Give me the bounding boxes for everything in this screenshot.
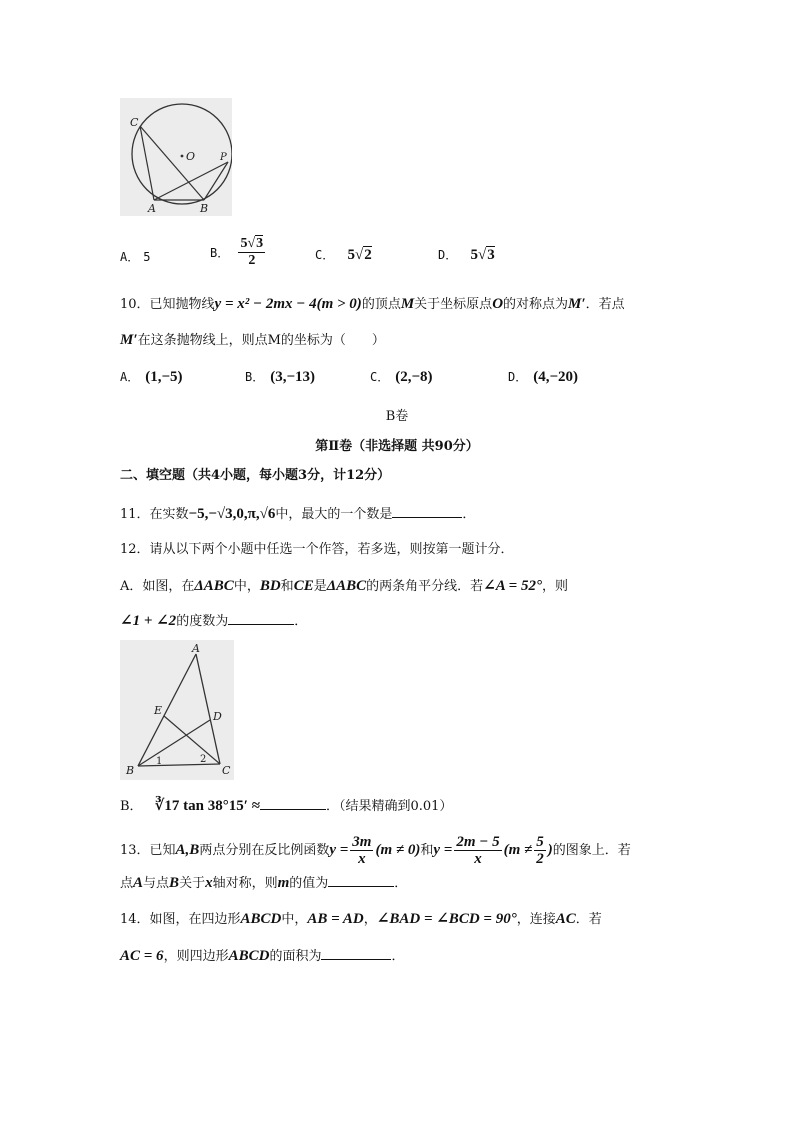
q9-option-d: D． 5√3 (438, 247, 495, 263)
triangle-diagram (120, 640, 234, 780)
section-b-heading: B卷 (385, 409, 409, 424)
q10-option-c: C． (2,−8) (370, 369, 433, 385)
q10-line1: 10．已知抛物线y = x² − 2mx − 4(m > 0)的顶点M关于坐标原点O的对称点为M′．若点 (120, 296, 625, 312)
q9-option-c: C． 5√2 (315, 247, 372, 263)
q13-answer-blank[interactable] (328, 872, 394, 887)
q14-answer-blank[interactable] (321, 945, 391, 960)
label-p: P (220, 152, 227, 163)
q10-option-b: B． (3,−13) (245, 369, 316, 385)
q11: 11．在实数−5,−√3,0,π,√6中，最大的一个数是 ． (120, 503, 475, 525)
tri-label-b: B (126, 764, 135, 777)
part2-heading: 二、填空题（共4小题，每小题3分，计12分） (120, 468, 391, 483)
q14-line1: 14．如图，在四边形ABCD中，AB = AD，∠BAD = ∠BCD = 90°，连接AC．若 (120, 911, 602, 927)
q13-line2: 点A与点B关于x轴对称，则m的值为 ． (120, 872, 407, 894)
q10-option-d: D． (4,−20) (508, 369, 579, 385)
q12a-line2: ∠1 + ∠2的度数为 ． (120, 610, 307, 632)
q9-option-b: B． $\frac{5√3}{2}$ (210, 236, 264, 268)
tri-label-1: 1 (156, 756, 163, 767)
q9-option-a: A． 5 (120, 250, 151, 264)
label-b: B (200, 202, 209, 215)
q12a-answer-blank[interactable] (228, 610, 294, 625)
label-c: C (130, 116, 139, 129)
tri-label-2: 2 (200, 754, 207, 765)
q13-line1: 13．已知A,B两点分别在反比例函数y = $\frac{3m}{x}$ (m ≠ 0)和y = $\frac{2m - 5}{x}$ (m ≠ $\frac{5}{2}$ )的图象上．若 (120, 834, 631, 867)
label-o: O (186, 150, 196, 163)
tri-label-e: E (154, 704, 163, 717)
tri-label-a: A (192, 642, 200, 655)
q12-intro: 12．请从以下两个小题中任选一个作答，若多选，则按第一题计分． (120, 542, 514, 557)
q12a-line1: A．如图，在ΔABC中，BD和CE是ΔABC的两条角平分线．若∠A = 52°，则 (120, 578, 568, 594)
q12b-answer-blank[interactable] (260, 795, 326, 810)
q11-answer-blank[interactable] (392, 503, 462, 518)
tri-label-c: C (222, 764, 231, 777)
q12b: B． ∛17 tan 38°15′ ≈ ．（结果精确到0.01） (120, 795, 452, 817)
circle-diagram (120, 98, 232, 216)
q10-option-a: A． (1,−5) (120, 369, 183, 385)
triangle-figure (120, 640, 234, 780)
q10-line2: M′在这条抛物线上，则点M的坐标为（ ） (120, 332, 385, 348)
tri-label-d: D (213, 710, 222, 723)
section-title: 第Ⅱ卷（非选择题 共90分） (315, 439, 479, 454)
label-a: A (148, 202, 156, 215)
circle-figure (120, 98, 232, 216)
q14-line2: AC = 6，则四边形ABCD的面积为 ． (120, 945, 404, 967)
